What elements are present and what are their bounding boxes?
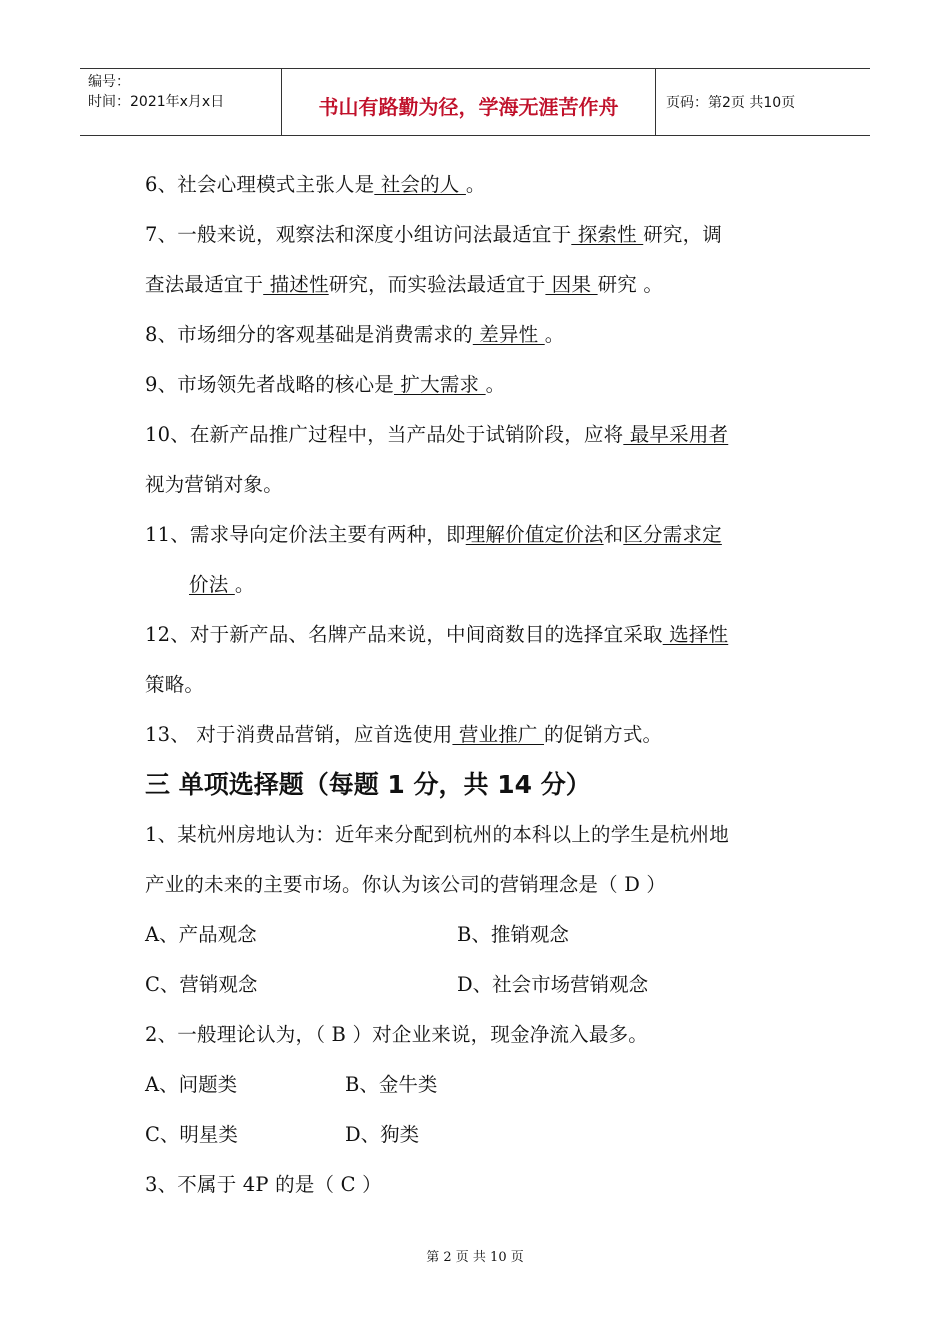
option-d: D、社会市场营销观念 xyxy=(457,973,649,996)
question-12-line-2: 策略。 xyxy=(145,673,205,696)
question-11-line-1: 11、需求导向定价法主要有两种，即理解价值定价法和区分需求定 xyxy=(145,523,722,546)
doc-number-label: 编号： xyxy=(88,74,130,90)
option-c: C、明星类 xyxy=(145,1123,238,1146)
mc-question-1-options-ab xyxy=(145,910,810,960)
option-c: C、营销观念 xyxy=(145,973,258,996)
option-b: B、推销观念 xyxy=(457,923,569,946)
option-a: A、产品观念 xyxy=(145,923,257,946)
option-a: A、问题类 xyxy=(145,1073,238,1096)
document-body xyxy=(145,160,810,1210)
answer-blank: 最早采用者 xyxy=(623,423,729,446)
mc-question-1-options-cd xyxy=(145,960,810,1010)
answer-blank: 描述性 xyxy=(263,273,329,296)
question-7-line-2: 查法最适宜于 描述性研究，而实验法最适宜于 因果 研究 。 xyxy=(145,273,664,296)
option-b: B、金牛类 xyxy=(345,1073,438,1096)
answer-blank: 因果 xyxy=(545,273,598,296)
header-motto: 书山有路勤为径，学海无涯苦作舟 xyxy=(282,69,656,135)
mc-question-1-line-1: 1、某杭州房地认为：近年来分配到杭州的本科以上的学生是杭州地 xyxy=(145,823,729,846)
page-footer: 第 2 页 共 10 页 xyxy=(426,1250,524,1265)
answer-blank: 社会的人 xyxy=(374,173,466,196)
section-heading: 三 单项选择题（每题 1 分，共 14 分） xyxy=(145,770,591,799)
doc-time-label: 时间：2021年x月x日 xyxy=(88,94,225,110)
question-6: 6、社会心理模式主张人是 社会的人 。 xyxy=(145,173,486,196)
answer-blank: 扩大需求 xyxy=(394,373,486,396)
header-page-info: 页码：第2页 共10页 xyxy=(666,95,796,111)
question-10-line-1: 10、在新产品推广过程中，当产品处于试销阶段，应将 最早采用者 xyxy=(145,423,729,446)
answer-blank: 价法 xyxy=(189,573,235,596)
question-7-line-1: 7、一般来说，观察法和深度小组访问法最适宜于 探索性 研究，调 xyxy=(145,223,723,246)
mc-question-3: 3、不属于 4P 的是（ C ） xyxy=(145,1173,382,1196)
question-9: 9、市场领先者战略的核心是 扩大需求 。 xyxy=(145,373,506,396)
answer-blank: 营业推广 xyxy=(452,723,545,746)
question-12-line-1: 12、对于新产品、名牌产品来说，中间商数目的选择宜采取 选择性 xyxy=(145,623,729,646)
option-d: D、狗类 xyxy=(345,1123,420,1146)
answer-blank: 探索性 xyxy=(571,223,644,246)
mc-question-1-line-2: 产业的未来的主要市场。你认为该公司的营销理念是（ D ） xyxy=(145,873,667,896)
question-11-line-2: 价法 。 xyxy=(189,573,255,596)
answer-blank: 选择性 xyxy=(662,623,729,646)
answer-blank: 理解价值定价法 xyxy=(465,523,604,546)
page-header xyxy=(80,68,870,136)
question-13: 13、 对于消费品营销，应首选使用 营业推广 的促销方式。 xyxy=(145,723,663,746)
mc-question-2-options-cd xyxy=(145,1110,810,1160)
answer-blank: 差异性 xyxy=(472,323,545,346)
answer-blank: 区分需求定 xyxy=(623,523,722,546)
mc-question-2-options-ab xyxy=(145,1060,810,1110)
question-10-line-2: 视为营销对象。 xyxy=(145,473,283,496)
header-meta xyxy=(80,69,282,135)
mc-question-2: 2、一般理论认为，（ B ）对企业来说，现金净流入最多。 xyxy=(145,1023,648,1046)
question-8: 8、市场细分的客观基础是消费需求的 差异性 。 xyxy=(145,323,565,346)
